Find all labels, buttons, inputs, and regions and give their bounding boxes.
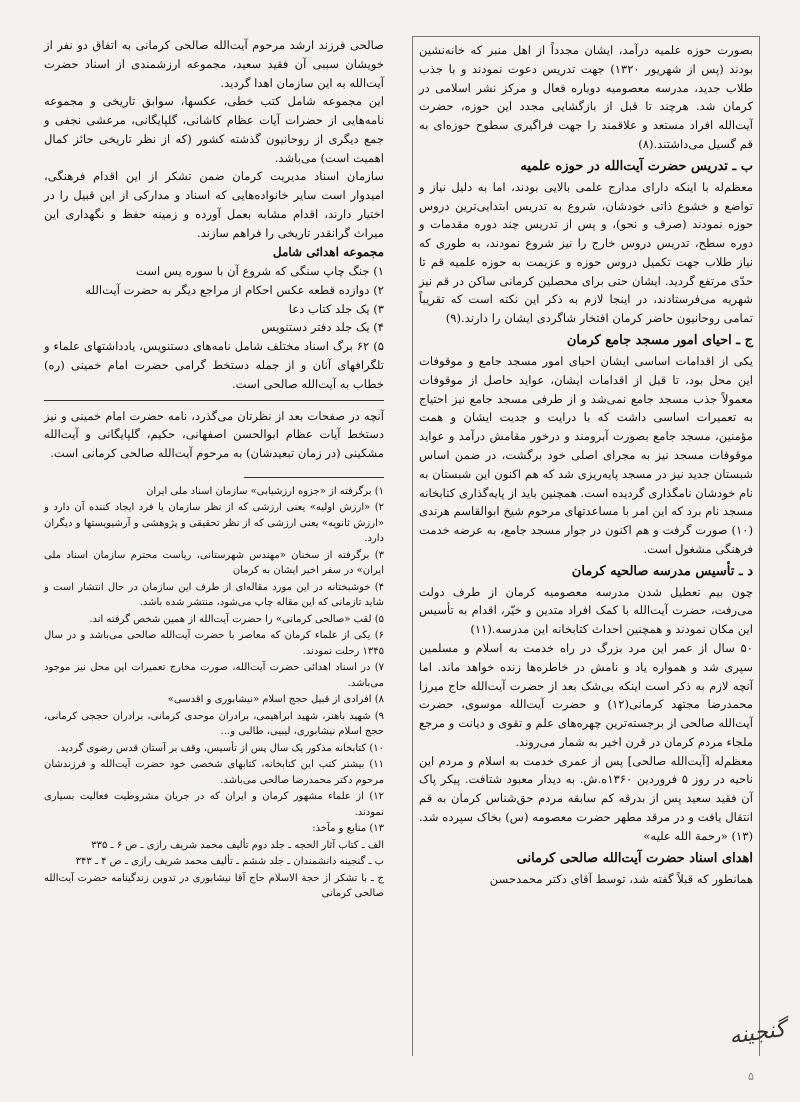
footnotes (44, 484, 384, 902)
footnote: ۱) برگرفته از «جزوه ارزشیابی» سازمان اسناد ملی ایران (146, 485, 384, 497)
page-number: ۵ (748, 1070, 754, 1083)
footnote: ۱۰) کتابخانه مذکور یک سال پس از تأسیس، وقف بر آستان قدس رضوی گردید. (57, 742, 384, 754)
section-j-paragraph: یکی از اقدامات اساسی ایشان احیای امور مسجد جامع و موقوفات این محل بود، تا قبل از اقدامات ایشان، عواید حاصل از موقوفات معمولاً جذب مسجد جامع نمی‌شد و از طرفی مسجد جامع نیز احتیاج به تعمیرات اساسی داشت که با درایت و جدیت ایشان و همت مؤمنین، مسجد جامع بصورت آبرومند و درخور مقامش درآمد و عواید موقوفات مسجد نیز به مجرای اصلی خود برگشت، در ضمن اساس شبستان جدید نیز در مسجد پایه‌ریزی شد که هم اکنون این شبستان به نام خودشان نامگذاری گردیده است. همچنین باید از پایه‌گذاری کتابخانه مسجد نام برد که این امر با مساعدتهای مرحوم شیخ ابوالقاسم هرندی (۱۰) صورت گرفت و هم اکنون در جوار مسجد جامع، به عرضه خدمت فرهنگی مشغول است. (419, 354, 753, 556)
footnote: ۲) «ارزش اولیه» یعنی ارزشی که از نظر سازمان یا فرد ایجاد کننده آن دارد و «ارزش ثانویه» یعنی ارزشی که از نظر تحقیقی و پژوهشی و آرشیویستها و دیگران دارد. (44, 502, 384, 545)
footnote: ۹) شهید باهنر، شهید ابراهیمی، برادران موحدی کرمانی، برادران حججی کرمانی، حجج اسلام نیشابوری، لیبیی، طالبی و... (44, 710, 384, 738)
left-column (44, 36, 384, 903)
list-item: ۱) جنگ چاپ سنگی که شروع آن با سوره یس است (135, 264, 384, 279)
footnote-divider (244, 477, 384, 478)
closing-paragraph: آنچه در صفحات بعد از نظرتان می‌گذرد، نامه حضرت امام خمینی و نیز دستخط آیات عظام ابوالحسن اصفهانی، حکیم، گلپایگانی و آیت‌الله مشکینی (در زمان تبعیدشان) به مرحوم آیت‌الله صالحی کرمانی است. (44, 408, 384, 461)
list-title: مجموعه اهدائی شامل (272, 244, 384, 259)
footnote: ۳) برگرفته از سخنان «مهندس شهرستانی، ریاست محترم سازمان اسناد ملی ایران» در سفر اخیر ایشان به کرمان (44, 549, 384, 577)
footnote: ب ـ گنجینه دانشمندان ـ جلد ششم ـ تألیف محمد شریف رازی ـ ص ۴ ـ ۳۴۳ (75, 856, 384, 868)
footnote: ۴) خوشبختانه در این مورد مقاله‌ای از طرف این سازمان در حال انتشار است و شاید تازمانی که این مقاله چاپ می‌شود، منتشر شده باشد. (44, 581, 384, 609)
section-b-paragraph: معظم‌له با اینکه دارای مدارج علمی بالایی بودند، اما به دلیل نیاز و تواضع و خشوع ذاتی خودشان، شروع به تدریس ابتدایی‌ترین دروس حوزه نمودند (صرف و نحو)، و پس از تدریس چند دوره مقدمات و دوره سطح، تدریس دروس خارج را نیز شروع نمودند، به طوری که نیاز طلاب جهت تکمیل دروس حوزه و عزیمت به حوزه علمیه قم تا حدّی مرتفع گردید. ایشان حتی برای محصلین کرمانی ساکن در قم نیز شهریه می‌فرستادند، در اینجا لازم به ذکر این نکته است که تقریباً تمامی روحانیون حاضر کرمان افتخار شاگردی ایشان را دارند.(۹) (419, 179, 753, 326)
footnote: ۱۳) منابع و مآخذ: (312, 823, 384, 835)
list-item: ۲) دوازده قطعه عکس احکام از مراجع دیگر به حضرت آیت‌الله (85, 282, 384, 297)
section-e-heading: اهدای اسناد حضرت آیت‌الله صالحی کرمانی (516, 850, 753, 866)
magazine-logo: گنجینه (727, 1016, 788, 1050)
intro-paragraph: بصورت حوزه علمیه درآمد، ایشان مجدداً از اهل منبر که خانه‌نشین بودند (پس از شهریور ۱۳۲۰) جهت تدریس دعوت نمودند و با جذب طلاب جدید، مدرسه معصومیه دوباره فعال و مرکز نشر اسلامی در کرمان شد. هرچند تا قبل از بازگشایی مجدد این حوزه، حضرت آیت‌الله افراد مستعد و علاقمند را جهت فراگیری سطوح حوزه‌ای به قم گسیل می‌داشتند.(۸) (419, 43, 753, 151)
section-d-paragraph: چون بیم تعطیل شدن مدرسه معصومیه کرمان از طرف دولت می‌رفت، حضرت آیت‌الله با کمک افراد متدین و خیّر، اقدام به تأسیس این مکان نمودند و همچنین احداث کتابخانه این مدرسه.(۱۱) (419, 584, 753, 637)
donation-paragraph: صالحی فرزند ارشد مرحوم آیت‌الله صالحی کرمانی به اتفاق دو نفر از خویشان سببی آن فقید سعید، مجموعه ارزشمندی از اسناد حضرت آیت‌الله به این سازمان اهدا گردید. (44, 38, 384, 90)
divider (44, 400, 384, 401)
list-item: ۵) ۶۲ برگ اسناد مختلف شامل نامه‌های دستنویس، یادداشتهای علماء و تلگرافهای آنان و از جمله دستخط گرامی حضرت امام خمینی (ره) خطاب به آیت‌الله صالحی است. (44, 339, 384, 391)
footnote: ۵) لقب «صالحی کرمانی» را حضرت آیت‌الله از همین شخص گرفته اند. (89, 613, 384, 625)
fifty-years-paragraph: ۵۰ سال از عمر این مرد بزرگ در راه خدمت به اسلام و مسلمین سپری شد و همواره یاد و نامش در خاطره‌ها زنده خواهد ماند. اما آنچه لازم به ذکر است اینکه بی‌شک بعد از حضرت آیت‌الله حاج میرزا محمدرضا مجتهد کرمانی(۱۲) و حضرت آیت‌الله موسوی، حضرت آیت‌الله صالحی از برجسته‌ترین چهره‌های علم و تقوی و دیانت و مرجع ملجاء مردم کرمان در قرن اخیر به شمار می‌روند. (419, 641, 753, 749)
collection-paragraph: این مجموعه شامل کتب خطی، عکسها، سوابق تاریخی و مجموعه نامه‌هایی از حضرات آیات عظام کاشانی، گلپایگانی، مرعشی نجفی و جمع دیگری از روحانیون گذشته کشور (که از نظر تاریخی حائز کمال اهمیت است) می‌باشد. (44, 94, 384, 165)
footnote: الف ـ کتاب آثار الحجه ـ جلد دوم تألیف محمد شریف رازی ـ ص ۶ ـ ۳۳۵ (91, 839, 384, 851)
section-j-heading: ج ـ احیای امور مسجد جامع کرمان (566, 332, 753, 348)
section-e-paragraph: همانطور که قبلاً گفته شد، توسط آقای دکتر محمدحسن (489, 871, 753, 886)
footnote: ۸) افرادی از قبیل حجج اسلام «نیشابوری و اقدسی» (167, 694, 384, 706)
right-column (412, 36, 760, 1056)
footnote: ۱۱) بیشتر کتب این کتابخانه، کتابهای شخصی خود حضرت آیت‌الله و فرزندشان مرحوم دکتر محمدرضا صالحی می‌باشد. (44, 759, 384, 786)
footnote: ۶) یکی از علماء کرمان که معاصر با حضرت آیت‌الله صالحی می‌باشد و در سال ۱۳۴۵ رحلت نمودند. (44, 630, 384, 657)
list-item: ۳) یک جلد کتاب دعا (288, 301, 384, 316)
thanks-paragraph: سازمان اسناد مدیریت کرمان ضمن تشکر از این اقدام فرهنگی، امیدوار است سایر خانواده‌هایی که اسناد و مدارکی از این قبیل را در اختیار دارند، اقدام مشابه بعمل آورده و زمینه حفظ و نگهداری این میراث گرانقدر تاریخی را فراهم سازند. (44, 169, 384, 240)
footnote: ج ـ با تشکر از حجة الاسلام حاج آقا نیشابوری در تدوین زندگینامه حضرت آیت‌الله صالحی کرمانی (44, 872, 384, 900)
section-b-heading: ب ـ تدریس حضرت آیت‌الله در حوزه علمیه (520, 158, 753, 174)
footnote: ۷) در اسناد اهدائی حضرت آیت‌الله، صورت مخارج تعمیرات این محل نیز موجود می‌باشد. (44, 662, 384, 689)
footnote: ۱۲) از علماء مشهور کرمان و ایران که در جریان مشروطیت فعالیت بسیاری نمودند. (44, 791, 384, 818)
section-d-heading: د ـ تأسیس مدرسه صالحیه کرمان (571, 563, 753, 579)
donation-list (44, 262, 384, 393)
list-item: ۴) یک جلد دفتر دستنویس (261, 320, 384, 335)
death-paragraph: معظم‌له [آیت‌الله صالحی] پس از عمری خدمت به اسلام و مردم این ناحیه در روز ۵ فروردین ۱۳۶۰ه.ش. به دیدار معبود شتافت. پیکر پاک آن فقید سعید پس از بدرقه کم سابقه مردم حق‌شناس کرمان به قم انتقال یافت و در مرقد مطهر حضرت معصومه (س) بخاک سپرده شد.(۱۳) «رحمة الله علیه» (419, 753, 753, 843)
